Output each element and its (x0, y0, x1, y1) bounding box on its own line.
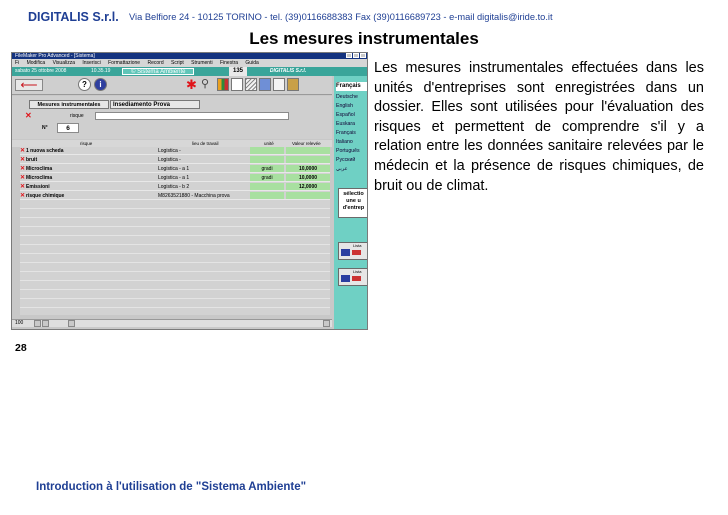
empty-row (20, 237, 330, 245)
table-row[interactable] (20, 183, 330, 191)
select-line: sélectio (343, 191, 364, 197)
grid-header (12, 140, 332, 147)
delete-icon[interactable]: ✕ (25, 111, 32, 120)
scroll-right-icon[interactable] (323, 320, 330, 327)
document-icon[interactable] (231, 78, 243, 91)
status-date: sabato 25 ottobre 2008 (15, 68, 67, 74)
menu-item[interactable]: Visualizza (52, 60, 75, 66)
horizontal-scrollbar[interactable] (12, 319, 332, 327)
menu-item[interactable]: Fi (15, 60, 20, 66)
risque-label: risque (70, 113, 84, 119)
search-icon[interactable]: ⚲ (201, 78, 210, 90)
empty-row (20, 273, 330, 281)
language-selected[interactable]: Français (336, 82, 367, 91)
table-row[interactable] (20, 165, 330, 173)
delete-icon[interactable]: ✕ (20, 184, 26, 190)
form-title-value: Insediamento Prova (110, 100, 200, 109)
zoom-level[interactable]: 100 (15, 320, 24, 326)
number-label: N° (42, 125, 48, 131)
record-count: 135 (229, 67, 247, 76)
language-item[interactable]: Pусский (336, 157, 356, 163)
column-header-unite: unité (264, 141, 274, 146)
menu-item[interactable]: Finestra (219, 60, 239, 66)
menu-item[interactable]: Inserisci (82, 60, 101, 66)
menu-bar (12, 59, 367, 67)
select-line: d'entrep (342, 205, 365, 211)
row-value[interactable]: 12,0000 (286, 183, 330, 190)
empty-row (20, 219, 330, 227)
language-item[interactable]: Italiano (336, 139, 353, 145)
chart-icon[interactable] (217, 78, 229, 91)
row-unit[interactable] (250, 192, 284, 199)
row-unit[interactable]: gradi (250, 165, 284, 172)
empty-row (20, 255, 330, 263)
language-item[interactable]: عربي (336, 166, 348, 172)
row-unit[interactable] (250, 156, 284, 163)
list-thumbnail[interactable] (338, 268, 368, 286)
description-paragraph: Les mesures instrumentales effectuées dans les unités d'entreprises sont enregistrées dans un dossier. Elles sont utilisées pour l'évaluation des risques et permettent de comprendre s'il y a relation entre les données sanitaire relevées par le médecin et la présence de risques chimiques, de bruit ou de climat. (374, 60, 704, 194)
maximize-icon[interactable] (353, 53, 359, 58)
delete-icon[interactable]: ✕ (20, 166, 26, 172)
zoom-in-icon[interactable] (42, 320, 49, 327)
row-place: Logistica - (158, 157, 181, 163)
empty-row (20, 291, 330, 299)
company-name: DIGITALIS S.r.l. (28, 10, 119, 24)
select-unit-button[interactable] (338, 188, 368, 218)
folder-icon[interactable] (287, 78, 299, 91)
delete-icon[interactable]: ✕ (20, 157, 26, 163)
table-row[interactable] (20, 174, 330, 182)
empty-row (20, 228, 330, 236)
row-value[interactable]: 10,0000 (286, 174, 330, 181)
back-arrow-icon: ⟵ (20, 78, 38, 92)
language-item[interactable]: Deutsche (336, 94, 358, 100)
toolbar (12, 76, 332, 95)
row-risk: Microclima (26, 175, 53, 181)
measures-grid (20, 147, 330, 315)
row-place: Logistica - b 2 (158, 184, 190, 190)
right-panel (334, 76, 368, 330)
row-place: Logistica - a 1 (158, 166, 190, 172)
column-header-lieu: lieu de travail (192, 141, 219, 146)
status-time: 10.35.19 (91, 68, 111, 74)
status-bar (12, 67, 367, 76)
scroll-left-icon[interactable] (68, 320, 75, 327)
row-place: Logistica - a 1 (158, 175, 190, 181)
row-place: M8263521880 - Macchina prova (158, 193, 230, 199)
row-value[interactable] (286, 192, 330, 199)
report-icon (352, 276, 361, 281)
menu-item[interactable]: Guida (245, 60, 259, 66)
help-icon: ? (82, 80, 87, 89)
row-risk: bruit (26, 157, 38, 163)
empty-row (20, 210, 330, 218)
empty-row (20, 300, 330, 308)
form-title-label: Mesures instrumentales (29, 100, 109, 109)
report-icon (352, 250, 361, 255)
row-place: Logistica - (158, 148, 181, 154)
language-item[interactable]: Português (336, 148, 360, 154)
language-item[interactable]: Français (336, 130, 356, 136)
table-row[interactable] (20, 147, 330, 155)
back-button[interactable] (15, 79, 43, 91)
asterisk-icon[interactable]: ✱ (186, 77, 197, 92)
delete-icon[interactable]: ✕ (20, 148, 26, 154)
menu-item[interactable]: Formattazione (108, 60, 141, 66)
row-value[interactable]: 10,0000 (286, 165, 330, 172)
row-unit[interactable] (250, 147, 284, 154)
thumb-label: Lista (353, 243, 362, 248)
minimize-icon[interactable] (346, 53, 352, 58)
window-title: FileMaker Pro Advanced - [Sistema] (15, 53, 95, 59)
menu-item[interactable]: Record (147, 60, 164, 66)
help-button[interactable] (78, 78, 91, 91)
company-address: Via Belfiore 24 - 10125 TORINO - tel. (39)0116688383 Fax (39)0116689723 - e-mail digitalis@iride.to.it (129, 12, 553, 22)
table-row[interactable] (20, 156, 330, 164)
page-number: 28 (15, 342, 27, 354)
menu-item[interactable]: Modifica (26, 60, 46, 66)
monitor-icon (341, 249, 350, 256)
info-button[interactable] (94, 78, 107, 91)
row-risk: Emissioni (26, 184, 50, 190)
row-value[interactable] (286, 147, 330, 154)
close-icon[interactable] (360, 53, 366, 58)
table-row[interactable] (20, 192, 330, 200)
delete-icon[interactable]: ✕ (20, 175, 26, 181)
select-line: une u (346, 198, 361, 204)
monitor-icon (341, 275, 350, 282)
page-title: Les mesures instrumentales (249, 29, 479, 48)
page-header (28, 10, 718, 26)
empty-row (20, 264, 330, 272)
delete-icon[interactable]: ✕ (20, 193, 26, 199)
menu-item[interactable]: Strumenti (191, 60, 213, 66)
record-form (12, 96, 332, 139)
print-icon[interactable] (259, 78, 271, 91)
edit-icon[interactable] (245, 78, 257, 91)
list-thumbnail[interactable] (338, 242, 368, 260)
number-field[interactable]: 6 (57, 123, 79, 133)
status-company: DIGITALIS S.r.l. (269, 68, 307, 74)
column-header-valeur: Valeur relevée (292, 141, 321, 146)
list-icon[interactable] (273, 78, 285, 91)
risque-input[interactable] (95, 112, 289, 120)
column-header-risque: risque (80, 141, 93, 146)
footer-title: Introduction à l'utilisation de "Sistema Ambiente" (36, 481, 307, 493)
language-item[interactable]: Español (336, 112, 355, 118)
app-screenshot (11, 52, 368, 330)
row-risk: risque chimique (26, 193, 65, 199)
empty-row (20, 201, 330, 209)
thumb-label: Lista (353, 269, 362, 274)
row-value[interactable] (286, 156, 330, 163)
zoom-out-icon[interactable] (34, 320, 41, 327)
row-risk: Microclima (26, 166, 53, 172)
language-item[interactable]: English (336, 103, 354, 109)
menu-item[interactable]: Script (171, 60, 184, 66)
row-risk: 1 nuova scheda (26, 148, 64, 154)
empty-row (20, 246, 330, 254)
row-unit[interactable] (250, 183, 284, 190)
app-name-button[interactable]: © Sistema Ambiente (122, 68, 194, 75)
language-item[interactable]: Euskara (336, 121, 356, 127)
row-unit[interactable]: gradi (250, 174, 284, 181)
info-icon: i (99, 80, 102, 89)
empty-row (20, 282, 330, 290)
